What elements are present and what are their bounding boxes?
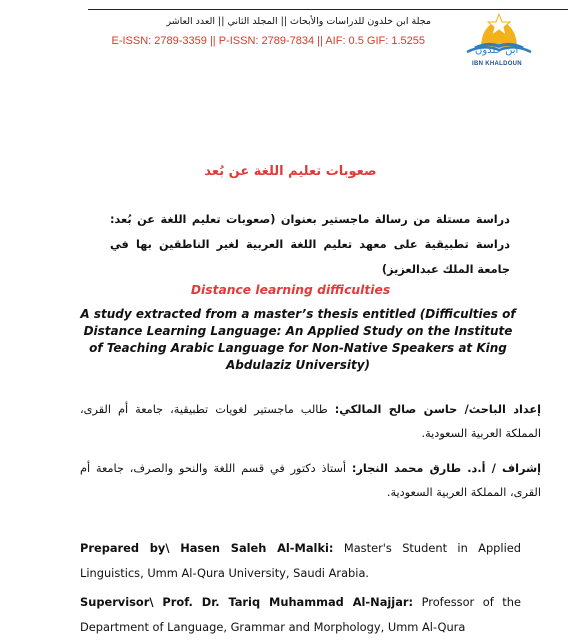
logo-arabic-text: ابن خلدون: [475, 45, 519, 56]
english-author-paragraph: [80, 536, 521, 586]
arabic-supervisor-paragraph: [80, 457, 541, 505]
english-author-text: Master's Student in Applied Linguistics, Umm Al-Qura University, Saudi Arabia.: [80, 541, 521, 580]
issn-line: E-ISSN: 2789-3359 || P-ISSN: 2789-7834 || AIF: 0.5 GIF: 1.5255: [111, 35, 425, 47]
arabic-supervisor-text: أستاذ دكتور في قسم اللغة والنحو والصرف، جامعة أم القرى، المملكة العربية السعودية.: [80, 462, 541, 499]
english-author-label: Prepared by\ Hasen Saleh Al-Malki:: [80, 541, 334, 555]
header-rule: [88, 9, 568, 10]
english-title: Distance learning difficulties: [190, 283, 391, 297]
arabic-author-paragraph: [80, 398, 541, 446]
arabic-subtitle: دراسة مستلة من رسالة ماجستير بعنوان (صعوبات تعليم اللغة عن بُعد: دراسة تطبيقية على معهد تعليم اللغة العربية لغير الناطقين بها في جامعة الملك عبدالعزيز): [110, 213, 510, 276]
arabic-title: صعوبات تعليم اللغة عن بُعد: [204, 164, 377, 179]
english-supervisor-label: Supervisor\ Prof. Dr. Tariq Muhammad Al-Najjar:: [80, 595, 414, 609]
arabic-author-text: طالب ماجستير لغويات تطبيقية، جامعة أم القرى، المملكة العربية السعودية.: [80, 403, 541, 440]
english-supervisor-paragraph: [80, 590, 521, 640]
english-subtitle: A study extracted from a master’s thesis entitled (Difficulties of Distance Learning Language: An Applied Study on the Institute of Teaching Arabic Language for Non-Native Speakers at King Abdulaziz University): [80, 307, 516, 372]
arabic-supervisor-label: إشراف / أ.د. طارق محمد النجار:: [351, 462, 541, 475]
logo-english-text: IBN KHALDOUN: [472, 61, 522, 67]
journal-header: [0, 0, 581, 88]
english-supervisor-text: Professor of the Department of Language, Grammar and Morphology, Umm Al-Qura: [80, 595, 522, 634]
arabic-author-label: إعداد الباحث/ حاسن صالح المالكي:: [334, 403, 541, 416]
journal-title: مجلة ابن خلدون للدراسات والأبحاث || المجلد الثاني || العدد العاشر: [166, 16, 431, 27]
